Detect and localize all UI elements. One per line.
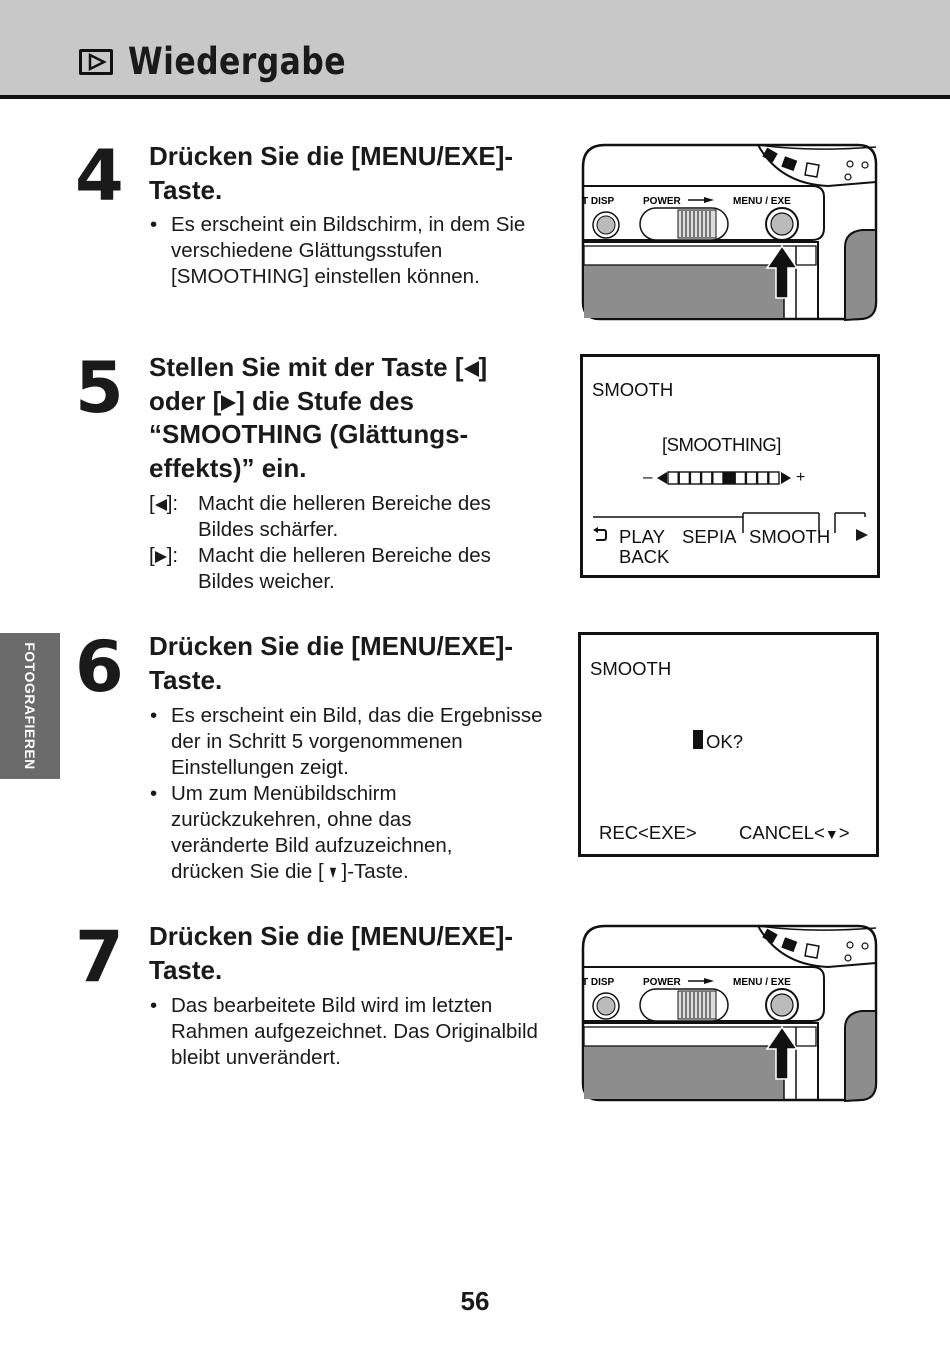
screen-subtitle: [SMOOTHING] — [662, 434, 781, 455]
section-title: Wiedergabe — [128, 40, 346, 83]
return-icon — [592, 527, 608, 543]
menu-exe-label: MENU / EXE — [733, 196, 791, 207]
bullet-item: • Das bearbeitete Bild wird im letzten Rahmen aufgezeichnet. Das Originalbild bleibt unverändert. — [149, 993, 539, 1071]
definition-item — [149, 543, 539, 595]
step-bullets — [149, 993, 539, 1071]
heading-line: Taste. — [149, 174, 223, 205]
heading-line: Drücken Sie die [MENU/EXE]- — [149, 141, 514, 171]
scale-step — [735, 472, 745, 484]
definition-key: [ ]: — [149, 544, 179, 567]
right-arrow-icon — [221, 395, 236, 411]
step-number: 6 — [75, 626, 120, 708]
page-number: 56 — [460, 1286, 490, 1316]
definition-text: Macht die helleren Bereiche des Bildes weicher. — [198, 544, 491, 593]
scale-step — [746, 472, 756, 484]
heading-line: “SMOOTHING (Glättungs- — [149, 419, 469, 449]
step-heading — [149, 140, 559, 207]
heading-text: ] die Stufe des — [236, 385, 414, 416]
scale-step — [758, 472, 768, 484]
down-arrow-icon: ▼ — [824, 826, 839, 842]
step-heading — [149, 351, 559, 485]
step-bullets — [149, 703, 549, 885]
tab-back: BACK — [619, 546, 670, 567]
screen-title: SMOOTH — [590, 658, 672, 679]
step-heading — [149, 920, 559, 987]
scale-step — [679, 472, 689, 484]
tab-smooth: SMOOTH — [749, 526, 831, 547]
left-arrow-icon — [464, 361, 479, 377]
definition-key: [ ]: — [149, 492, 179, 515]
camera-illustration — [580, 923, 878, 1102]
camera-illustration — [580, 142, 878, 321]
smoothing-scale — [657, 470, 797, 486]
cursor-block — [693, 730, 703, 749]
screen-title: SMOOTH — [592, 379, 674, 400]
tab-sepia: SEPIA — [682, 526, 737, 547]
definition-text: Macht die helleren Bereiche des Bildes schärfer. — [198, 492, 491, 541]
step-bullets — [149, 212, 539, 290]
heading-line: Drücken Sie die [MENU/EXE]- — [149, 631, 514, 661]
heading-text: oder [ — [149, 385, 222, 416]
heading-line — [149, 385, 559, 419]
tab-play: PLAY — [619, 526, 665, 547]
next-tab-icon — [856, 529, 868, 541]
menu-exe-label: MENU / EXE — [733, 977, 791, 988]
bullet-text: Um zum Menübildschirm zurückzukehren, ohne das veränderte Bild aufzuzeichnen, drücken Sie die [ — [171, 782, 453, 883]
scale-step — [713, 472, 723, 484]
side-tab — [0, 633, 60, 779]
bullet-item: • Es erscheint ein Bild, das die Ergebnisse der in Schritt 5 vorgenommenen Einstellungen zeigt. — [149, 703, 549, 781]
minus-sign: – — [643, 467, 653, 486]
scale-step — [690, 472, 700, 484]
heading-line: Taste. — [149, 954, 223, 985]
heading-text: ] — [478, 352, 488, 382]
rec-exe-option: REC<EXE> — [599, 822, 697, 843]
confirm-prompt: OK? — [706, 731, 744, 752]
scale-right-arrow — [781, 472, 791, 484]
heading-line: Drücken Sie die [MENU/EXE]- — [149, 921, 514, 951]
disp-label: T DISP — [582, 196, 615, 207]
disp-label: T DISP — [582, 977, 615, 988]
cancel-option — [739, 822, 850, 844]
step-number: 4 — [75, 135, 120, 217]
bullet-item — [149, 781, 501, 885]
definition-item — [149, 491, 539, 543]
scale-step — [769, 472, 779, 484]
page-header — [0, 0, 950, 99]
cancel-text: CANCEL< — [739, 822, 825, 843]
cancel-text: > — [838, 822, 850, 843]
lcd-screen-confirm — [578, 632, 879, 857]
heading-line — [149, 351, 559, 385]
power-label: POWER — [643, 196, 681, 207]
heading-line: Taste. — [149, 664, 223, 695]
bullet-item: • Es erscheint ein Bildschirm, in dem Sie verschiedene Glättungsstufen [SMOOTHING] einstellen können. — [149, 212, 539, 290]
down-arrow-icon: ▼ — [327, 862, 338, 882]
play-icon — [79, 49, 113, 75]
step-number: 7 — [75, 916, 120, 998]
plus-sign: + — [796, 469, 806, 486]
lcd-screen-smoothing — [580, 354, 880, 578]
side-tab-label: FOTOGRAFIEREN — [22, 642, 38, 770]
step-number: 5 — [75, 347, 120, 429]
power-label: POWER — [643, 977, 681, 988]
scale-step — [702, 472, 712, 484]
heading-text: Stellen Sie mit der Taste [ — [149, 352, 464, 382]
bullet-text: ]-Taste. — [341, 860, 409, 883]
scale-left-arrow — [657, 472, 667, 484]
heading-line: effekts)” ein. — [149, 452, 307, 483]
left-arrow-icon — [155, 499, 167, 511]
scale-step — [668, 472, 678, 484]
right-arrow-icon — [155, 551, 167, 563]
step-heading — [149, 630, 559, 697]
step-definitions — [149, 491, 539, 595]
scale-step-selected — [724, 472, 734, 484]
